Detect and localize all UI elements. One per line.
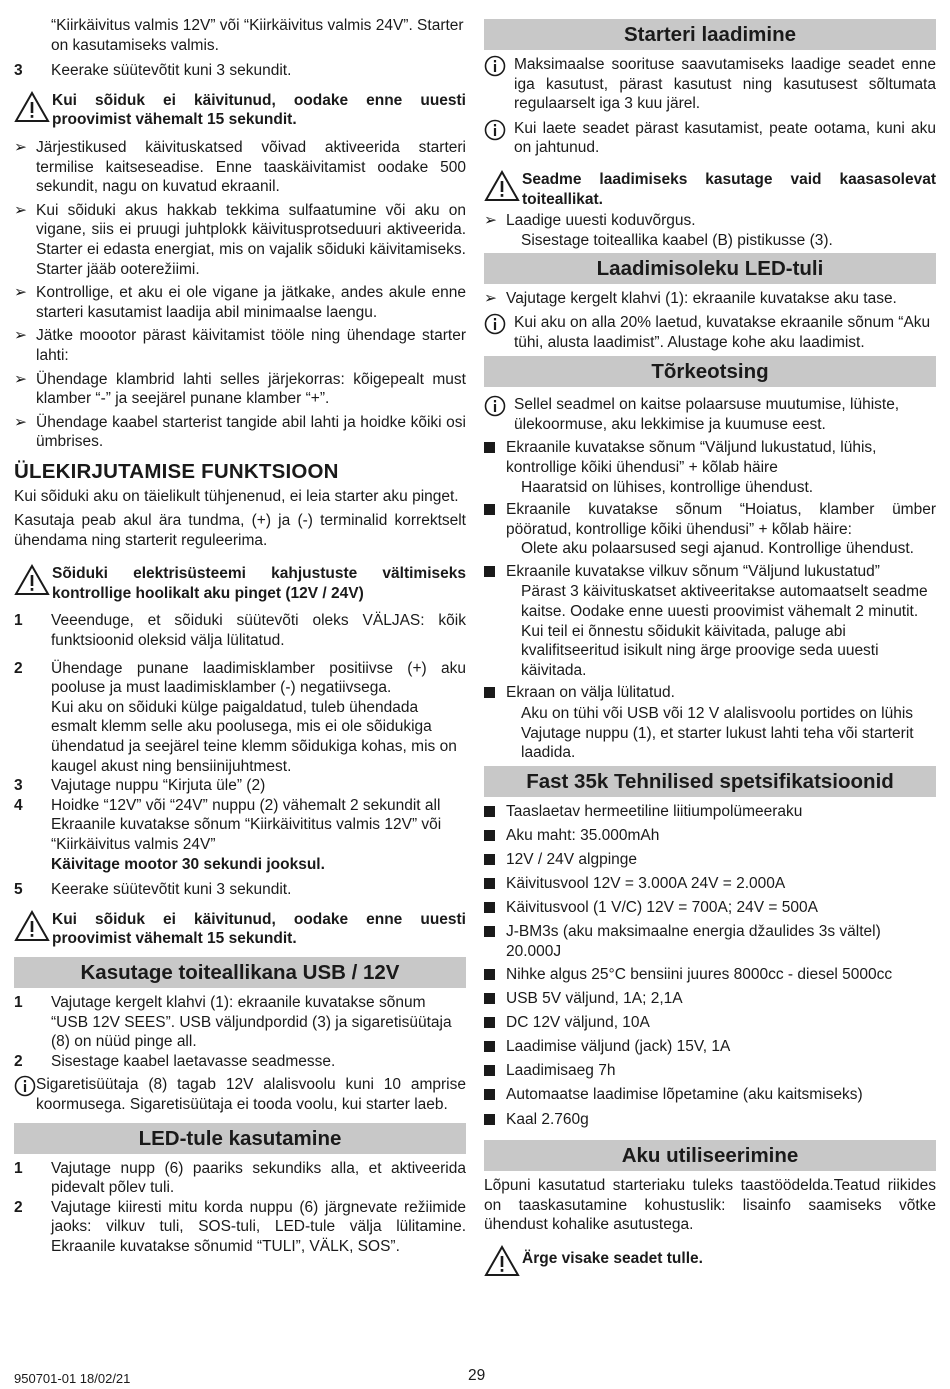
trouble-subtext: Olete aku polaarsused segi ajanud. Kontrollige ühendust. bbox=[521, 540, 914, 558]
spec-text: Käivitusvool 12V = 3.000A 24V = 2.000A bbox=[506, 875, 786, 893]
step-text: Vajutage kergelt klahvi (1): ekraanile kuvatakse sõnum “USB 12V SEES”. USB väljundpordid (3) ja sigaretisüütaja (8) on nüüd pinge all. bbox=[51, 993, 452, 1051]
bullet-item bbox=[14, 326, 466, 365]
paragraph: Lõpuni kasutatud starteriaku tuleks taastöödelda.Teatud riikides on taaskasutamine kohustuslik: lisainfo saamiseks võtke ühendust kohalike asutustega. bbox=[484, 1177, 936, 1234]
step-text: Vajutage kiiresti mitu korda nuppu (6) järgnevate režiimide jaoks: vilkuv tuli, SOS-tuli, LED-tule välja lülitamine. Ekraanile kuvatakse sõnumid “TULI”, VÄLK, SOS”. bbox=[51, 1198, 466, 1255]
step-number: 3 bbox=[14, 62, 23, 80]
spec-item bbox=[484, 1037, 936, 1058]
step-number: 1 bbox=[14, 612, 23, 630]
spec-item bbox=[484, 989, 936, 1010]
bullet-text: Ühendage kaabel starterist tangide abil lahti ja hoidke kõiki osi ümbrises. bbox=[36, 413, 466, 451]
square-bullet-icon bbox=[484, 830, 495, 841]
warning-triangle-icon bbox=[484, 170, 522, 204]
spec-item bbox=[484, 965, 936, 986]
step-text: Veeenduge, et sõiduki süütevõti oleks VÄLJAS: kõik funktsioonid oleksid välja lülitatud. bbox=[51, 612, 466, 650]
bullet-text: Laadige uuesti koduvõrgus. bbox=[506, 212, 696, 230]
info-text: Kui aku on alla 20% laetud, kuvatakse ekraanile sõnum “Aku tühi, alusta laadimist”. Alustage kohe aku laadimist. bbox=[514, 313, 931, 351]
square-bullet-icon bbox=[484, 1065, 495, 1076]
arrow-bullet-icon: ➢ bbox=[14, 370, 27, 388]
info-block bbox=[484, 55, 936, 114]
info-circle-icon bbox=[484, 119, 514, 143]
spec-item bbox=[484, 802, 936, 823]
spec-text: USB 5V väljund, 1A; 2,1A bbox=[506, 990, 683, 1008]
step-1 bbox=[14, 993, 466, 1052]
section-heading-charging: Starteri laadimine bbox=[484, 19, 936, 50]
spec-item bbox=[484, 1110, 936, 1131]
spec-item bbox=[484, 1013, 936, 1034]
square-bullet-icon bbox=[484, 878, 495, 889]
square-bullet-icon bbox=[484, 504, 495, 515]
warning-text: Kui sõiduk ei käivitunud, oodake enne uuesti proovimist vähemalt 15 sekundit. bbox=[52, 910, 466, 948]
bullet-text: Kontrollige, et aku ei ole vigane ja jätkake, andes akule enne starteri kasutamist laadija abil minimaalse laengu. bbox=[36, 284, 466, 321]
warning-triangle-icon bbox=[14, 91, 52, 125]
step-3 bbox=[14, 61, 466, 81]
arrow-bullet-icon: ➢ bbox=[14, 284, 27, 302]
right-column bbox=[484, 19, 936, 1287]
step-number: 2 bbox=[14, 659, 23, 677]
spec-text: Käivitusvool (1 V/C) 12V = 700A; 24V = 500A bbox=[506, 899, 818, 917]
info-circle-icon bbox=[484, 55, 514, 79]
info-circle-icon bbox=[484, 313, 514, 337]
warning-text: Seadme laadimiseks kasutage vaid kaasasolevat toiteallikat. bbox=[522, 170, 936, 208]
spec-text: Laadimise väljund (jack) 15V, 1A bbox=[506, 1038, 731, 1056]
bullet-text: Vajutage kergelt klahvi (1): ekraanile kuvatakse aku tase. bbox=[506, 290, 897, 308]
spec-text: Nihke algus 25°C bensiini juures 8000cc - diesel 5000cc bbox=[506, 965, 893, 983]
left-column bbox=[14, 16, 466, 1260]
trouble-item bbox=[484, 438, 936, 477]
spec-text: Laadimisaeg 7h bbox=[506, 1062, 616, 1080]
step-text: Ühendage punane laadimisklamber positiivse (+) aku pooluse ja must laadimisklamber (-) negatiivsega. bbox=[51, 659, 466, 697]
square-bullet-icon bbox=[484, 687, 495, 698]
step-text: Keerake süütevõtit kuni 3 sekundit. bbox=[51, 881, 292, 899]
step-4 bbox=[14, 796, 466, 816]
warning-block bbox=[14, 564, 466, 603]
warning-triangle-icon bbox=[484, 1245, 522, 1279]
square-bullet-icon bbox=[484, 806, 495, 817]
step-5 bbox=[14, 880, 466, 900]
info-block bbox=[484, 119, 936, 158]
step-text: Keerake süütevõtit kuni 3 sekundit. bbox=[51, 62, 292, 80]
bullet-text: Järjestikused käivituskatsed võivad aktiveerida starteri termilise kaitseseadise. Enne taaskäivitamist oodake 500 sekundit, nagu on kuvatud ekraanil. bbox=[36, 138, 466, 196]
step-2 bbox=[14, 659, 466, 698]
step-text: Vajutage nupp (6) paariks sekundiks alla, et aktiveerida pidevalt põlev tuli. bbox=[51, 1159, 466, 1197]
info-circle-icon bbox=[14, 1075, 36, 1099]
info-text: Maksimaalse soorituse saavutamiseks laadige seadet enne iga kasutust, pärast kasutust ning kasutusest sõltumata regulaarselt iga 3 kuu järel. bbox=[514, 56, 936, 113]
square-bullet-icon bbox=[484, 566, 495, 577]
trouble-text: Ekraanile kuvatakse vilkuv sõnum “Väljund lukustatud” bbox=[506, 562, 880, 580]
step-2 bbox=[14, 1052, 466, 1072]
section-heading-led: LED-tule kasutamine bbox=[14, 1123, 466, 1154]
bullet-text: Ühendage klambrid lahti selles järjekorras: kõigepealt must klamber “-” ja seejärel punane klamber “+”. bbox=[36, 370, 466, 408]
square-bullet-icon bbox=[484, 854, 495, 865]
trouble-item bbox=[484, 562, 936, 583]
spec-item bbox=[484, 874, 936, 895]
arrow-bullet-icon: ➢ bbox=[484, 212, 497, 230]
bullet-item bbox=[14, 283, 466, 322]
arrow-bullet-icon: ➢ bbox=[14, 413, 27, 431]
spec-list bbox=[484, 802, 936, 1130]
spec-text: Taaslaetav hermeetiline liitiumpolümeeraku bbox=[506, 802, 803, 820]
square-bullet-icon bbox=[484, 1041, 495, 1052]
arrow-bullet-icon: ➢ bbox=[14, 138, 27, 156]
bullet-text: Kui sõiduki akus hakkab tekkima sulfaatumine või aku on vigane, siis ei pruugi juhtplokk käivitusprotseduuri aktiveerida. Starter ei edasta energiat, mis on vajalik sõiduki käivitamiseks. Starter jääb ooterežiimi. bbox=[36, 201, 466, 278]
step-2 bbox=[14, 1198, 466, 1257]
spec-text: 12V / 24V algpinge bbox=[506, 851, 637, 868]
square-bullet-icon bbox=[484, 1017, 495, 1028]
spec-text: Automaatse laadimise lõpetamine (aku kaitsmiseks) bbox=[506, 1086, 863, 1104]
step-number: 1 bbox=[14, 1159, 23, 1177]
trouble-text: Ekraanile kuvatakse sõnum “Väljund lukustatud, lühis, kontrollige kõiki ühendusi” + kõlab häire bbox=[506, 439, 877, 476]
square-bullet-icon bbox=[484, 442, 495, 453]
bullet-item bbox=[484, 211, 936, 231]
section-heading-led-status: Laadimisoleku LED-tuli bbox=[484, 253, 936, 284]
warning-triangle-icon bbox=[14, 910, 52, 944]
info-block bbox=[484, 313, 936, 352]
trouble-subtext: Aku on tühi või USB või 12 V alalisvoolu portides on lühis bbox=[521, 705, 914, 723]
bullet-item bbox=[14, 370, 466, 409]
spec-text: DC 12V väljund, 10A bbox=[506, 1014, 650, 1032]
step-number: 2 bbox=[14, 1052, 23, 1070]
arrow-bullet-icon: ➢ bbox=[484, 290, 497, 308]
info-block bbox=[14, 1075, 466, 1114]
step-number: 3 bbox=[14, 777, 23, 795]
bullet-text: Jätke moootor pärast käivitamist tööle ning ühendage starter lahti: bbox=[36, 327, 466, 364]
section-heading-troubleshooting: Tõrkeotsing bbox=[484, 356, 936, 387]
trouble-item bbox=[484, 500, 936, 539]
arrow-bullet-icon: ➢ bbox=[14, 327, 27, 345]
spec-text: Aku maht: 35.000mAh bbox=[506, 826, 660, 844]
square-bullet-icon bbox=[484, 926, 495, 937]
paragraph: Kasutaja peab akul ära tundma, (+) ja (-) terminalid korrektselt ühendama ning starterit reguleerima. bbox=[14, 512, 466, 549]
square-bullet-icon bbox=[484, 993, 495, 1004]
step-1 bbox=[14, 611, 466, 650]
spec-item bbox=[484, 898, 936, 919]
trouble-subtext: Vajutage nuppu (1), et starter lukust lahti teha või starterit laadida. bbox=[521, 724, 914, 762]
step-number: 2 bbox=[14, 1198, 23, 1216]
paragraph: Kui sõiduki aku on täielikult tühjenenud, ei leia starter aku pinget. bbox=[14, 488, 459, 506]
step-text: Hoidke “12V” või “24V” nuppu (2) vähemalt 2 sekundit all bbox=[51, 796, 441, 814]
warning-block bbox=[14, 910, 466, 949]
info-text: Sigaretisüütaja (8) tagab 12V alalisvoolu kuni 10 amprise koormusega. Sigaretisüütaja ei tooda voolu, kui starter laeb. bbox=[36, 1076, 466, 1113]
warning-text: Ärge visake seadet tulle. bbox=[522, 1249, 703, 1267]
step-emphasis: Käivitage mootor 30 sekundi jooksul. bbox=[51, 855, 325, 873]
step-text: Sisestage kaabel laetavasse seadmesse. bbox=[51, 1052, 336, 1070]
spec-item bbox=[484, 826, 936, 847]
spec-item bbox=[484, 922, 936, 961]
step-3 bbox=[14, 776, 466, 796]
warning-block bbox=[484, 1245, 936, 1279]
info-text: Sellel seadmel on kaitse polaarsuse muutumise, lühiste, ülekoormuse, aku lekkimise ja kuumuse eest. bbox=[514, 396, 900, 433]
warning-text: Sõiduki elektrisüsteemi kahjustuste vältimiseks kontrollige hoolikalt aku pinget (12V / 24V) bbox=[52, 565, 466, 602]
page-number: 29 bbox=[468, 1367, 486, 1384]
spec-item bbox=[484, 850, 936, 871]
section-heading-disposal: Aku utiliseerimine bbox=[484, 1140, 936, 1171]
warning-triangle-icon bbox=[14, 564, 52, 598]
spec-text: J-BM3s (aku maksimaalne energia džaulides 3s vältel) 20.000J bbox=[506, 923, 881, 960]
section-heading-usb: Kasutage toiteallikana USB / 12V bbox=[14, 957, 466, 988]
warning-block bbox=[14, 91, 466, 130]
bullet-item bbox=[14, 138, 466, 197]
step-continuation: Ekraanile kuvatakse sõnum “Kiirkäivititus valmis 12V” või “Kiirkäivitus valmis 24V” bbox=[51, 816, 442, 853]
spec-item bbox=[484, 1061, 936, 1082]
step-number: 4 bbox=[14, 796, 23, 814]
section-heading-specs: Fast 35k Tehnilised spetsifikatsioonid bbox=[484, 766, 936, 797]
warning-text: Kui sõiduk ei käivitunud, oodake enne uuesti proovimist vähemalt 15 sekundit. bbox=[52, 91, 466, 129]
bullet-item bbox=[14, 201, 466, 279]
spec-text: Kaal 2.760g bbox=[506, 1110, 589, 1128]
trouble-text: Ekraan on välja lülitatud. bbox=[506, 684, 675, 702]
step-number: 1 bbox=[14, 993, 23, 1011]
step-number: 5 bbox=[14, 881, 23, 899]
intro-continuation: “Kiirkäivitus valmis 12V” või “Kiirkäivitus valmis 24V”. Starter on kasutamiseks valmis. bbox=[51, 17, 464, 54]
trouble-item bbox=[484, 683, 936, 704]
arrow-bullet-icon: ➢ bbox=[14, 201, 27, 219]
square-bullet-icon bbox=[484, 902, 495, 913]
step-text: Vajutage nuppu “Kirjuta üle” (2) bbox=[51, 777, 266, 795]
spec-item bbox=[484, 1085, 936, 1106]
step-continuation: Kui aku on sõiduki külge paigaldatud, tuleb ühendada esmalt klemm selle aku poolusega, mis ei ole sõidukiga ühendatud ja seejärel teine klemm sõidukiga kohas, mis on kaugel akust ning bensiinijuhtmest. bbox=[51, 698, 457, 775]
info-block bbox=[484, 395, 936, 434]
section-heading-overwrite: ÜLEKIRJUTAMISE FUNKTSIOON bbox=[14, 459, 339, 483]
bullet-item bbox=[14, 413, 466, 452]
square-bullet-icon bbox=[484, 1114, 495, 1125]
trouble-text: Ekraanile kuvatakse sõnum “Hoiatus, klamber ümber pööratud, kontrollige kõiki ühendusi” + kõlab häire: bbox=[506, 501, 936, 538]
trouble-subtext: Haaratsid on lühises, kontrollige ühendust. bbox=[521, 478, 814, 496]
square-bullet-icon bbox=[484, 1089, 495, 1100]
square-bullet-icon bbox=[484, 969, 495, 980]
document-code: 950701-01 18/02/21 bbox=[14, 1371, 131, 1386]
step-1 bbox=[14, 1159, 466, 1198]
bullet-subtext: Sisestage toiteallika kaabel (B) pistikusse (3). bbox=[521, 231, 833, 249]
info-circle-icon bbox=[484, 395, 514, 419]
trouble-subtext: Pärast 3 käivituskatset aktiveeritakse automaatselt seadme kaitse. Oodake enne uuesti proovimist vähemalt 2 minutit. Kui teil ei õnnestu sõidukit käivitada, paluge abi kvalifitseeritud isikult ning ärge proovige seda uuesti käivitada. bbox=[521, 583, 928, 679]
bullet-item bbox=[484, 289, 936, 309]
warning-block bbox=[484, 170, 936, 209]
info-text: Kui laete seadet pärast kasutamist, peate ootama, kuni aku on jahtunud. bbox=[514, 119, 936, 157]
